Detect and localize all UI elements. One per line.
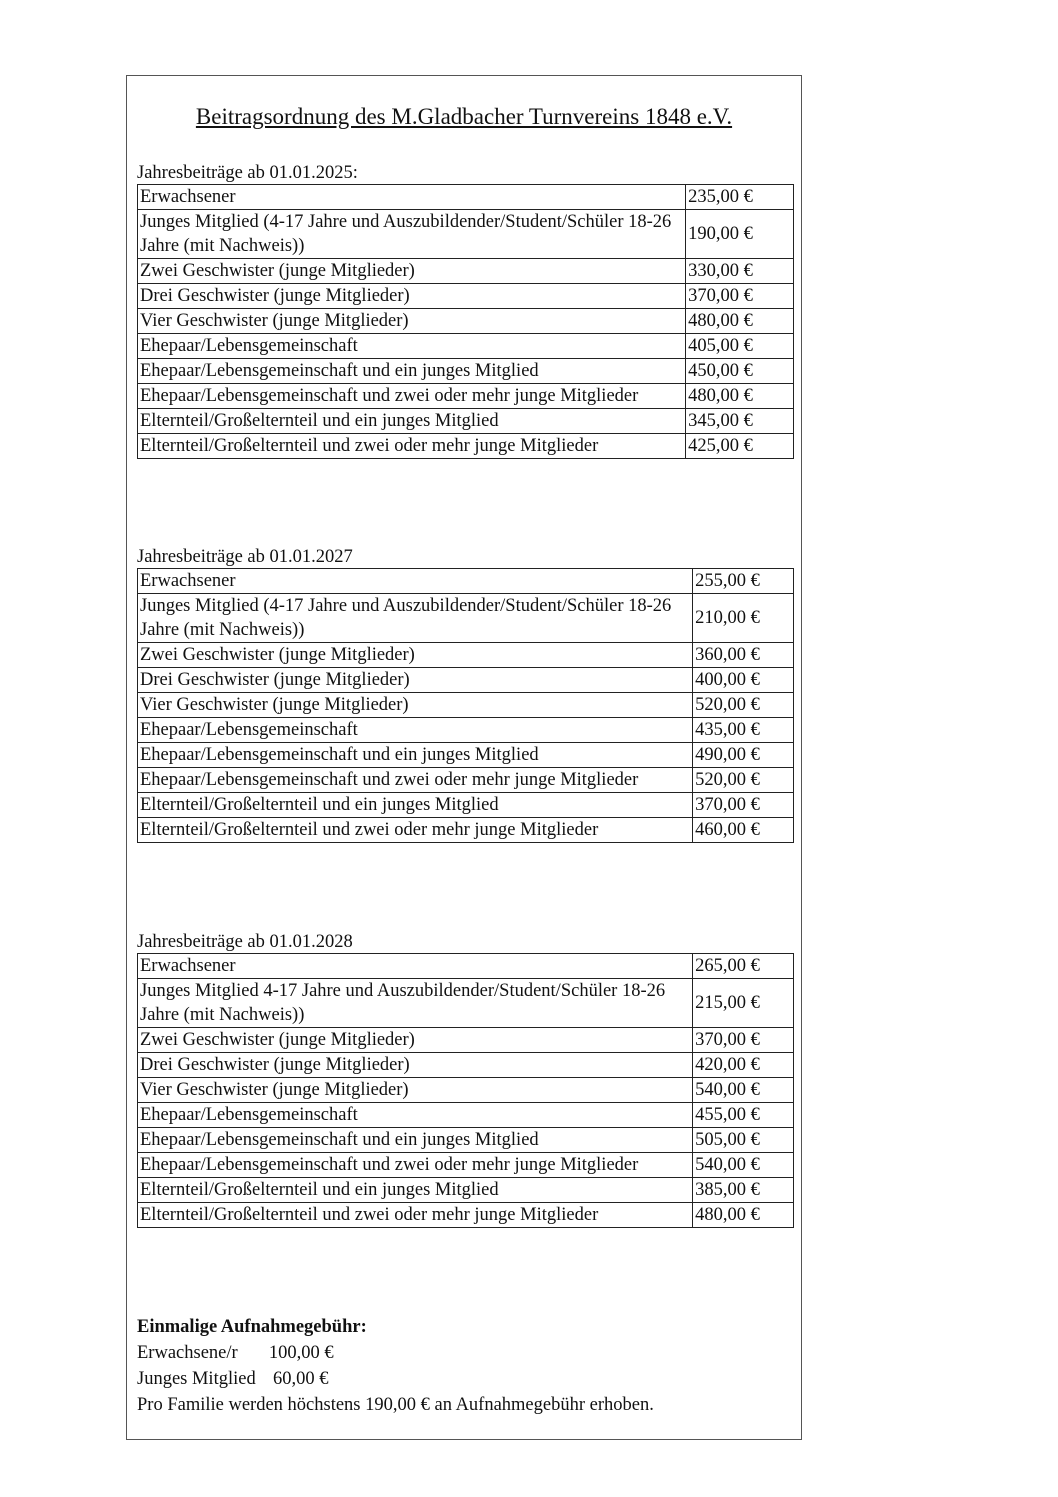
category-cell: Zwei Geschwister (junge Mitglieder) [138, 259, 686, 284]
table-row [138, 743, 794, 768]
category-cell: Elternteil/Großelternteil und zwei oder mehr junge Mitglieder [138, 818, 693, 843]
table-row [138, 1203, 794, 1228]
category-cell: Ehepaar/Lebensgemeinschaft und ein junges Mitglied [138, 743, 693, 768]
amount-cell: 540,00 € [693, 1153, 794, 1178]
admission-adult [137, 1340, 654, 1366]
amount-cell: 460,00 € [693, 818, 794, 843]
category-cell: Elternteil/Großelternteil und zwei oder mehr junge Mitglieder [138, 1203, 693, 1228]
category-cell: Erwachsener [138, 569, 693, 594]
amount-cell: 505,00 € [693, 1128, 794, 1153]
table-row [138, 954, 794, 979]
table-row [138, 259, 794, 284]
table-row [138, 334, 794, 359]
category-cell: Vier Geschwister (junge Mitglieder) [138, 1078, 693, 1103]
admission-fee-block [137, 1314, 654, 1418]
table-row [138, 359, 794, 384]
fee-section-2028 [137, 931, 794, 1228]
amount-cell: 400,00 € [693, 668, 794, 693]
amount-cell: 385,00 € [693, 1178, 794, 1203]
category-cell: Elternteil/Großelternteil und ein junges Mitglied [138, 1178, 693, 1203]
amount-cell: 370,00 € [693, 1028, 794, 1053]
table-row [138, 793, 794, 818]
category-cell: Ehepaar/Lebensgemeinschaft und zwei oder mehr junge Mitglieder [138, 768, 693, 793]
amount-cell: 345,00 € [686, 409, 794, 434]
table-row [138, 643, 794, 668]
table-row [138, 1053, 794, 1078]
fee-section-2027 [137, 546, 794, 843]
category-cell: Erwachsener [138, 185, 686, 210]
table-row [138, 210, 794, 259]
category-cell: Elternteil/Großelternteil und ein junges Mitglied [138, 409, 686, 434]
section-label: Jahresbeiträge ab 01.01.2028 [137, 932, 353, 952]
category-cell: Vier Geschwister (junge Mitglieder) [138, 693, 693, 718]
amount-cell: 370,00 € [686, 284, 794, 309]
category-cell: Drei Geschwister (junge Mitglieder) [138, 668, 693, 693]
admission-youth [137, 1366, 654, 1392]
amount-cell: 330,00 € [686, 259, 794, 284]
amount-cell: 370,00 € [693, 793, 794, 818]
amount-cell: 425,00 € [686, 434, 794, 459]
table-row [138, 384, 794, 409]
category-cell: Drei Geschwister (junge Mitglieder) [138, 284, 686, 309]
section-label: Jahresbeiträge ab 01.01.2025: [137, 163, 358, 183]
category-cell: Ehepaar/Lebensgemeinschaft und zwei oder mehr junge Mitglieder [138, 384, 686, 409]
amount-cell: 420,00 € [693, 1053, 794, 1078]
category-cell: Ehepaar/Lebensgemeinschaft [138, 334, 686, 359]
table-row [138, 718, 794, 743]
table-row [138, 1103, 794, 1128]
table-row [138, 569, 794, 594]
table-row [138, 1153, 794, 1178]
category-cell: Junges Mitglied (4-17 Jahre und Auszubildender/Student/Schüler 18-26 Jahre (mit Nachweis)) [138, 594, 693, 643]
table-row [138, 818, 794, 843]
amount-cell: 480,00 € [693, 1203, 794, 1228]
category-cell: Junges Mitglied 4-17 Jahre und Auszubildender/Student/Schüler 18-26 Jahre (mit Nachweis)) [138, 979, 693, 1028]
category-cell: Ehepaar/Lebensgemeinschaft [138, 718, 693, 743]
category-cell: Ehepaar/Lebensgemeinschaft [138, 1103, 693, 1128]
amount-cell: 520,00 € [693, 768, 794, 793]
category-cell: Zwei Geschwister (junge Mitglieder) [138, 643, 693, 668]
amount-cell: 490,00 € [693, 743, 794, 768]
admission-adult-label: Erwachsene/r [137, 1343, 238, 1363]
admission-adult-amount: 100,00 € [268, 1343, 334, 1363]
category-cell: Ehepaar/Lebensgemeinschaft und zwei oder mehr junge Mitglieder [138, 1153, 693, 1178]
amount-cell: 190,00 € [686, 210, 794, 259]
amount-cell: 480,00 € [686, 309, 794, 334]
document-frame [126, 75, 802, 1440]
table-row [138, 185, 794, 210]
amount-cell: 520,00 € [693, 693, 794, 718]
category-cell: Erwachsener [138, 954, 693, 979]
fee-table [137, 953, 794, 1228]
table-row [138, 1078, 794, 1103]
amount-cell: 450,00 € [686, 359, 794, 384]
table-row [138, 594, 794, 643]
admission-note: Pro Familie werden höchstens 190,00 € an Aufnahmegebühr erhoben. [137, 1395, 654, 1415]
category-cell: Ehepaar/Lebensgemeinschaft und ein junges Mitglied [138, 359, 686, 384]
amount-cell: 235,00 € [686, 185, 794, 210]
admission-heading: Einmalige Aufnahmegebühr: [137, 1317, 367, 1337]
amount-cell: 540,00 € [693, 1078, 794, 1103]
table-row [138, 434, 794, 459]
admission-youth-amount: 60,00 € [272, 1369, 329, 1389]
table-row [138, 1128, 794, 1153]
category-cell: Vier Geschwister (junge Mitglieder) [138, 309, 686, 334]
amount-cell: 360,00 € [693, 643, 794, 668]
amount-cell: 255,00 € [693, 569, 794, 594]
amount-cell: 435,00 € [693, 718, 794, 743]
amount-cell: 405,00 € [686, 334, 794, 359]
category-cell: Elternteil/Großelternteil und zwei oder mehr junge Mitglieder [138, 434, 686, 459]
table-row [138, 409, 794, 434]
table-row [138, 1178, 794, 1203]
category-cell: Elternteil/Großelternteil und ein junges Mitglied [138, 793, 693, 818]
category-cell: Zwei Geschwister (junge Mitglieder) [138, 1028, 693, 1053]
table-row [138, 284, 794, 309]
table-row [138, 668, 794, 693]
document-title: Beitragsordnung des M.Gladbacher Turnvereins 1848 e.V. [195, 104, 733, 129]
section-label: Jahresbeiträge ab 01.01.2027 [137, 547, 353, 567]
amount-cell: 215,00 € [693, 979, 794, 1028]
fee-table [137, 568, 794, 843]
fee-table [137, 184, 794, 459]
amount-cell: 265,00 € [693, 954, 794, 979]
amount-cell: 210,00 € [693, 594, 794, 643]
table-row [138, 1028, 794, 1053]
amount-cell: 480,00 € [686, 384, 794, 409]
table-row [138, 979, 794, 1028]
table-row [138, 309, 794, 334]
fee-section-2025 [137, 162, 794, 459]
category-cell: Ehepaar/Lebensgemeinschaft und ein junges Mitglied [138, 1128, 693, 1153]
admission-youth-label: Junges Mitglied [137, 1369, 256, 1389]
category-cell: Drei Geschwister (junge Mitglieder) [138, 1053, 693, 1078]
category-cell: Junges Mitglied (4-17 Jahre und Auszubildender/Student/Schüler 18-26 Jahre (mit Nachweis)) [138, 210, 686, 259]
amount-cell: 455,00 € [693, 1103, 794, 1128]
table-row [138, 693, 794, 718]
table-row [138, 768, 794, 793]
